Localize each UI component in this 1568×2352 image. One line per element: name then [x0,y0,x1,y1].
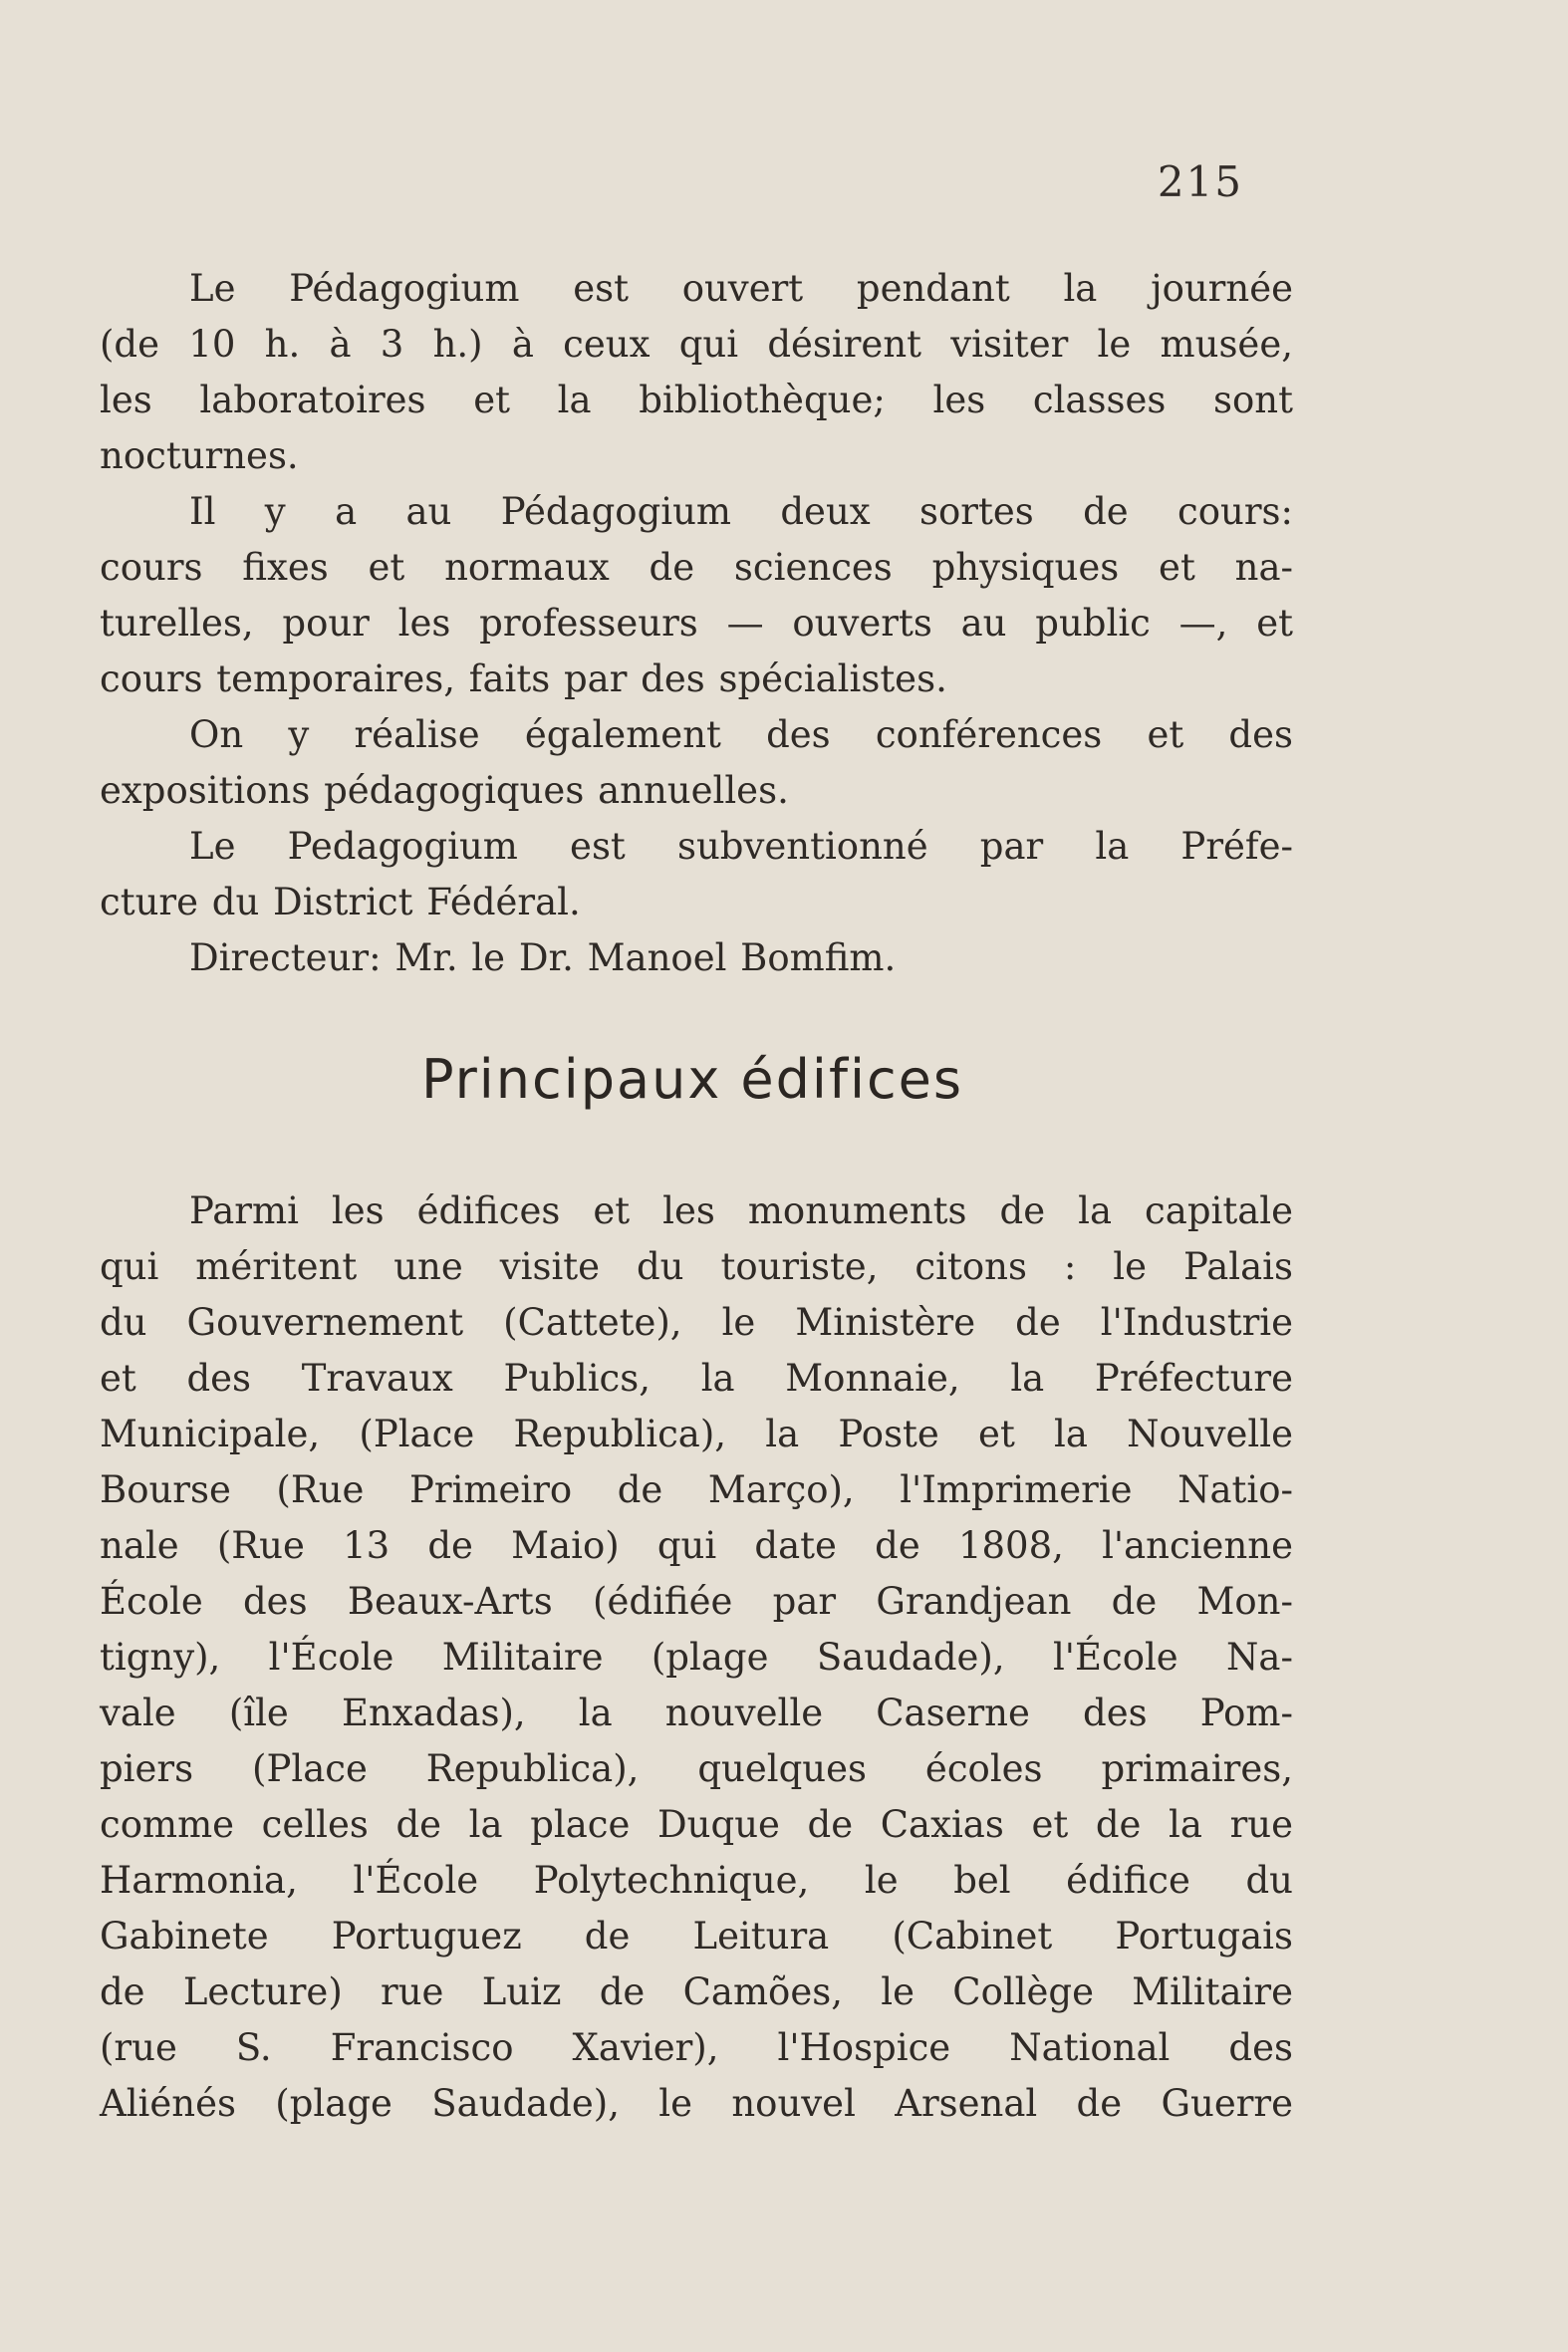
text-line: piers (Place Republica), quelques écoles primaires, [100,1747,1293,1790]
text-line: turelles, pour les professeurs — ouverts au public —, et [100,602,1293,645]
text-line: tigny), l'École Militaire (plage Saudade), l'École Na- [100,1636,1293,1679]
text-line: Il y a au Pédagogium deux sortes de cours: [189,490,1293,533]
paragraph-subsidy [100,819,1293,930]
text-line: et des Travaux Publics, la Monnaie, la Préfecture [100,1357,1293,1400]
paragraph-conferences [100,707,1293,819]
paragraph-hours [100,261,1293,484]
section-heading: Principaux édifices [420,1048,963,1111]
text-line: expositions pédagogiques annuelles. [100,769,789,812]
text-line: nale (Rue 13 de Maio) qui date de 1808, l'ancienne [100,1524,1293,1567]
text-line: qui méritent une visite du touriste, citons : le Palais [100,1245,1293,1288]
text-line: nocturnes. [100,434,299,477]
text-line: (de 10 h. à 3 h.) à ceux qui désirent visiter le musée, [100,323,1293,366]
text-line: les laboratoires et la bibliothèque; les classes sont [100,379,1293,421]
text-line: École des Beaux-Arts (édifiée par Grandjean de Mon- [100,1580,1293,1623]
text-line: Directeur: Mr. le Dr. Manoel Bomfim. [189,936,897,979]
text-line: cours fixes et normaux de sciences physiques et na- [100,546,1293,589]
paragraph-edifices [100,1183,1293,2132]
text-line: vale (île Enxadas), la nouvelle Caserne des Pom- [100,1692,1293,1734]
text-line: Aliénés (plage Saudade), le nouvel Arsenal de Guerre [100,2082,1293,2125]
text-line: de Lecture) rue Luiz de Camões, le Collège Militaire [100,1970,1293,2013]
text-line: cours temporaires, faits par des spécialistes. [100,657,947,700]
bottom-text-block [100,1183,1293,2132]
paragraph-director [100,930,1293,986]
text-line: Le Pedagogium est subventionné par la Préfe- [189,825,1293,868]
text-line: Le Pédagogium est ouvert pendant la journée [189,267,1293,310]
text-line: comme celles de la place Duque de Caxias et de la rue [100,1803,1293,1846]
text-line: (rue S. Francisco Xavier), l'Hospice National des [100,2026,1293,2069]
text-line: Parmi les édifices et les monuments de la capitale [189,1189,1293,1232]
text-line: On y réalise également des conférences et des [189,713,1293,756]
text-line: Bourse (Rue Primeiro de Março), l'Imprimerie Natio- [100,1468,1293,1511]
top-text-block [100,261,1293,986]
text-line: Municipale, (Place Republica), la Poste et la Nouvelle [100,1413,1293,1455]
paragraph-courses [100,484,1293,707]
text-line: Harmonia, l'École Polytechnique, le bel édifice du [100,1859,1293,1902]
text-line: Gabinete Portuguez de Leitura (Cabinet Portugais [100,1915,1293,1958]
page-number: 215 [1157,157,1243,206]
text-line: du Gouvernement (Cattete), le Ministère de l'Industrie [100,1301,1293,1344]
text-line: cture du District Fédéral. [100,881,581,923]
